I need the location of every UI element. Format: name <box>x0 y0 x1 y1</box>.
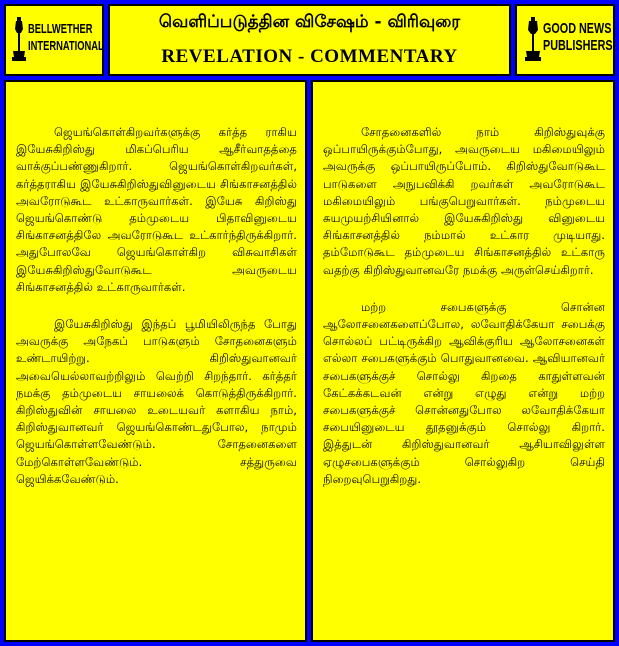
bellwether-logo <box>4 4 104 76</box>
paragraph: ஜெயங்கொள்கிறவர்களுக்கு கர்த்த ராகிய இயேசுகிறிஸ்து மிகப்பெரிய ஆசீர்வாதத்தை வாக்குப்பண்ணுகிறார். ஜெயங்கொள்கிறவர்கள், கர்த்தராகிய இயேசுகிறிஸ்துவினுடைய சிங்காசனத்தில் அவரோடுகூட உட்காருவார்கள். இயேசு கிறிஸ்து ஜெயங்கொண்டு தம்முடைய பிதாவினுடைய சிங்காசனத்திலே அவரோடுகூட உட்கார்ந்திருக்கிறார். அதுபோலவே ஜெயங்கொள்கிற விசுவாசிகள் இயேசுகிறிஸ்துவோடுகூட அவருடைய சிங்காசனத்தில் உட்காருவார்கள். <box>16 125 297 294</box>
logo-line-2: INTERNATIONAL <box>28 38 104 53</box>
right-column <box>311 80 615 642</box>
title-tamil: வெளிப்படுத்தின விசேஷம் - விரிவுரை <box>158 12 461 32</box>
paragraph: இயேசுகிறிஸ்து இந்தப் பூமியிலிருந்த போது அவருக்கு அநேகப் பாடுகளும் சோதனைகளும் உண்டாயிற்று. கிறிஸ்துவானவர் அவையெல்லாவற்றிலும் வெற்றி சிறந்தார். கர்த்தர் நமக்கு தம்முடைய சாயலைக் கொடுத்திருக்கிறார். கிறிஸ்துவின் சாயலை உடையவர் களாகிய நாம், கிறிஸ்துவானவர் ஜெயங்கொண்டதுபோல, நாமும் ஜெயங்கொள்ளவேண்டும். சோதனைகளை மேற்கொள்ளவேண்டும். சத்துருவை ஜெயிக்கவேண்டும். <box>16 317 297 486</box>
left-column <box>4 80 307 642</box>
good-news-logo <box>515 4 615 76</box>
lamp-icon <box>12 17 26 63</box>
title-english: REVELATION - COMMENTARY <box>161 46 458 67</box>
logo-line-1: BELLWETHER <box>28 21 93 36</box>
paragraph: சோதனைகளில் நாம் கிறிஸ்துவுக்கு ஒப்பாயிருக்கும்போது, அவருடைய மகிமையிலும் அவருக்கு ஒப்பாயிருப்போம். கிறிஸ்துவோடுகூட பாடுகளை அநுபவிக்கி றவர்கள் அவரோடுகூட மகிமையிலும் பங்குபெறுவார்கள். நம்முடைய சுயமுயற்சியினால் இயேசுகிறிஸ்து வினுடைய சிங்காசனத்தில் நம்மால் உட்கார முடியாது. தம்மோடுகூட தம்முடைய சிங்காசனத்தில் உட்காரு வதற்கு கிறிஸ்துவானவரே நமக்கு அருள்செய்கிறார். <box>323 125 605 277</box>
paragraph: மற்ற சபைகளுக்கு சொன்ன ஆலோசனைகளைப்போல, லவோதிக்கேயா சபைக்கு சொல்லப் பட்டிருக்கிற ஆவிக்குரிய ஆலோசனைகள் எல்லா சபைகளுக்கும் பொதுவானவை. ஆவியானவர் சபைகளுக்குச் சொல்லு கிறதை காதுள்ளவன் கேட்கக்கடவன் என்று எழுது என்று மற்ற சபைகளுக்குச் சொன்னதுபோல லவோதிக்கேயா சபையினுடைய தூதனுக்கும் சொல்லு கிறார். இத்துடன் கிறிஸ்துவானவர் ஆசியாவிலுள்ள ஏழுசபைகளுக்கும் சொல்லுகிற செய்தி நிறைவுபெறுகிறது. <box>323 299 605 486</box>
logo-line-2: PUBLISHERS <box>543 37 613 54</box>
page-header <box>108 4 511 76</box>
logo-line-1: GOOD NEWS <box>543 20 612 37</box>
lamp-icon <box>525 17 541 63</box>
